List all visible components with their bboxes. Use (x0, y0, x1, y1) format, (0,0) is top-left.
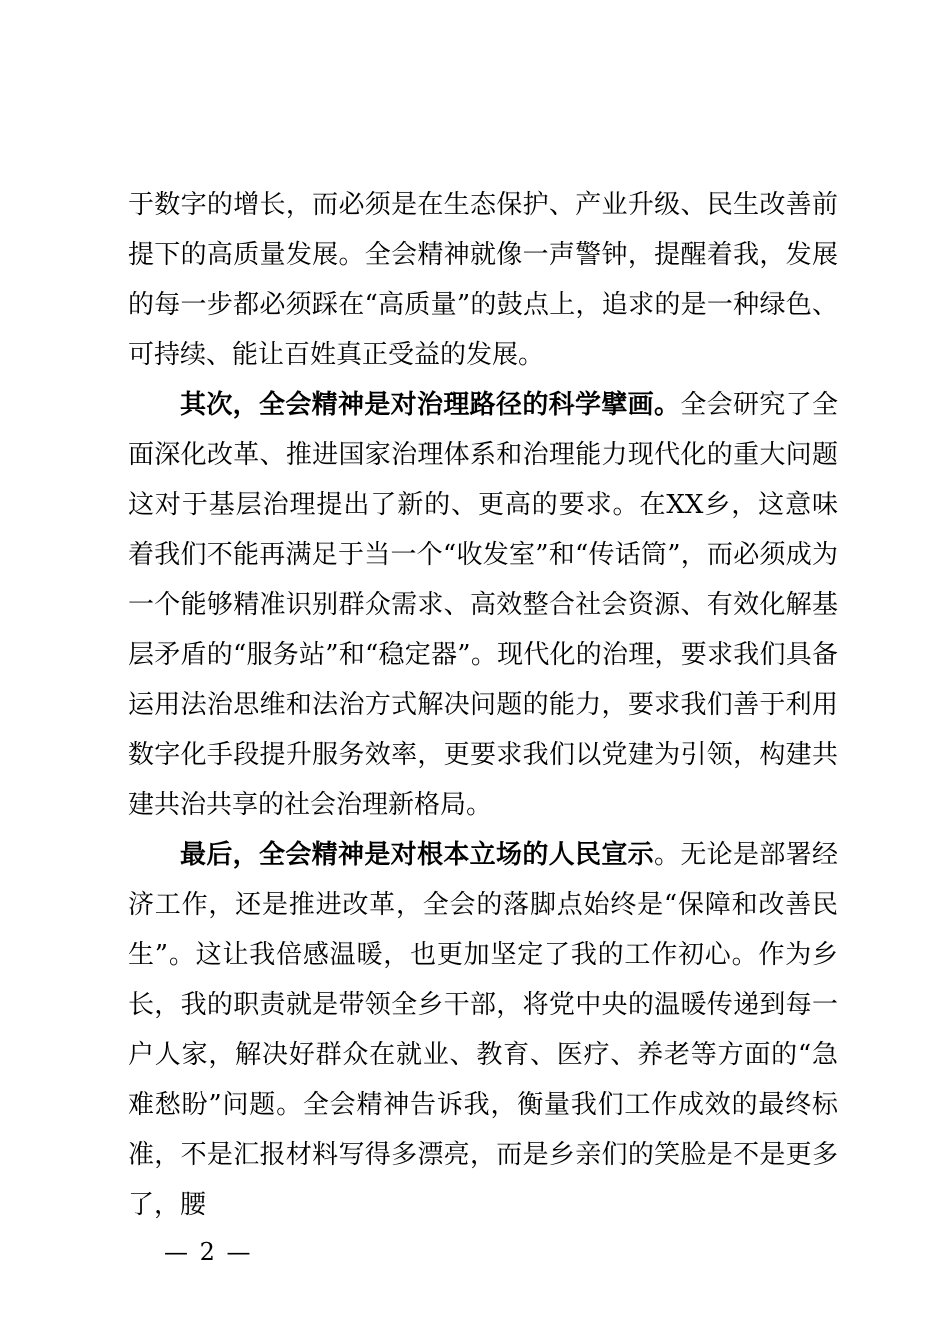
paragraph-continuation (128, 180, 838, 380)
paragraph-people (128, 830, 838, 1230)
body-text (128, 180, 838, 1230)
paragraph-body: 。无论是部署经济工作，还是推进改革，全会的落脚点始终是“保障和改善民生”。这让我倍感温暖，也更加坚定了我的工作初心。作为乡长，我的职责就是带领全乡干部，将党中央的温暖传递到每一户人家，解决好群众在就业、教育、医疗、养老等方面的“急难愁盼”问题。全会精神告诉我，衡量我们工作成效的最终标准，不是汇报材料写得多漂亮，而是乡亲们的笑脸是不是更多了，腰 (128, 840, 838, 1220)
page-number: — 2 — (164, 1238, 253, 1266)
paragraph-governance (128, 380, 838, 830)
paragraph-lead: 其次，全会精神是对治理路径的科学擘画。 (180, 390, 681, 420)
paragraph-lead: 最后，全会精神是对根本立场的人民宣示 (180, 840, 654, 870)
paragraph-body: 于数字的增长，而必须是在生态保护、产业升级、民生改善前提下的高质量发展。全会精神就像一声警钟，提醒着我，发展的每一步都必须踩在“高质量”的鼓点上，追求的是一种绿色、可持续、能让百姓真正受益的发展。 (128, 190, 838, 370)
paragraph-body: 全会研究了全面深化改革、推进国家治理体系和治理能力现代化的重大问题这对于基层治理提出了新的、更高的要求。在XX乡，这意味着我们不能再满足于当一个“收发室”和“传话筒”，而必须成为一个能够精准识别群众需求、高效整合社会资源、有效化解基层矛盾的“服务站”和“稳定器”。现代化的治理，要求我们具备运用法治思维和法治方式解决问题的能力，要求我们善于利用数字化手段提升服务效率，更要求我们以党建为引领，构建共建共治共享的社会治理新格局。 (128, 390, 838, 820)
